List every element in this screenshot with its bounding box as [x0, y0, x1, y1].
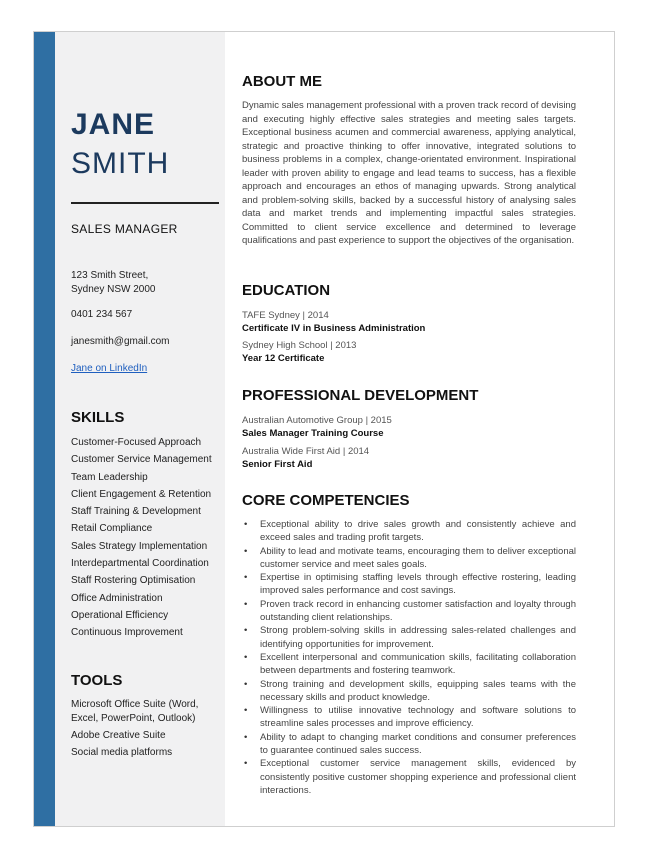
skill-item: Customer-Focused Approach [71, 437, 202, 448]
development-course: Senior First Aid [242, 459, 313, 470]
bullet-icon: • [244, 731, 248, 743]
tool-item: Adobe Creative Suite [71, 730, 166, 741]
development-heading: PROFESSIONAL DEVELOPMENT [242, 387, 479, 404]
competency-item [242, 678, 576, 705]
bullet-icon: • [244, 705, 248, 717]
bullet-icon: • [244, 758, 248, 770]
skills-list [71, 434, 212, 642]
resume-page [33, 31, 615, 827]
education-entry [242, 309, 425, 335]
email: janesmith@gmail.com [71, 336, 170, 347]
name-divider [71, 202, 219, 204]
education-qualification: Year 12 Certificate [242, 353, 325, 364]
competency-item [242, 571, 576, 598]
development-entry [242, 445, 369, 471]
about-text: Dynamic sales management professional with a proven track record of devising and executing highly effective sales strategies and meeting sales targets. Exceptional business acumen and commercial awareness, applying analytical, strategic and proactive thinking to offer innovative, integrated solutions to business problems in a complex, change-orientated environment. Inspirational leader with proven ability to engage and lead teams to success, has a flexible approach and encourages an ethos of managing upwards. Strong analytical and problem-solving skills, backed by a successful history of analysing sales data and market trends and implementing impactful sales strategies. Committed to client service excellence and determined to leverage qualifications and past experience to support the objectives of the organisation. [242, 100, 576, 246]
first-name: JANE [71, 108, 156, 141]
competency-text: Strong problem-solving skills in addressing sales-related challenges and identifying opportunities for improvement. [260, 625, 576, 650]
tool-item: Social media platforms [71, 747, 173, 758]
skill-item: Sales Strategy Implementation [71, 540, 208, 552]
competency-text: Proven track record in enhancing customer satisfaction and loyalty through outstanding client relationships. [260, 598, 576, 624]
development-provider: Australia Wide First Aid | 2014 [242, 446, 370, 457]
competency-text: Ability to lead and motivate teams, encouraging them to deliver exceptional customer service and meet sales goals. [260, 545, 576, 570]
linkedin-link[interactable]: Jane on LinkedIn [71, 363, 148, 374]
skill-item: Staff Rostering Optimisation [71, 575, 196, 587]
skill-item: Team Leadership [71, 471, 148, 483]
competency-item [242, 757, 576, 797]
competency-text: Willingness to utilise innovative technology and software solutions to streamline sales processes and improve efficiency. [260, 705, 576, 730]
bullet-icon: • [244, 678, 248, 690]
bullet-icon: • [244, 625, 248, 637]
bullet-icon: • [244, 572, 248, 584]
skill-item: Continuous Improvement [71, 627, 183, 639]
development-entry [242, 414, 392, 440]
competencies-heading: CORE COMPETENCIES [242, 492, 410, 509]
skill-item: Staff Training & Development [71, 506, 201, 518]
competency-item [242, 598, 576, 625]
competency-item [242, 704, 576, 731]
skill-item: Client Engagement & Retention [71, 488, 212, 500]
development-provider: Australian Automotive Group | 2015 [242, 415, 392, 426]
competency-item [242, 545, 576, 572]
development-course: Sales Manager Training Course [242, 428, 384, 439]
competency-text: Ability to adapt to changing market conditions and consumer preferences to guarantee continued sales success. [260, 731, 576, 757]
education-entry [242, 339, 356, 365]
job-title: SALES MANAGER [71, 222, 178, 236]
competency-text: Strong training and development skills, equipping sales teams with the necessary skills and product knowledge. [260, 678, 576, 703]
skill-item: Interdepartmental Coordination [71, 558, 209, 570]
skill-item: Operational Efficiency [71, 609, 169, 621]
bullet-icon: • [244, 519, 248, 530]
competencies-list [242, 518, 576, 797]
skill-item: Retail Compliance [71, 523, 153, 535]
skill-item: Customer Service Management [71, 454, 212, 466]
education-institution: TAFE Sydney | 2014 [242, 310, 329, 321]
competency-item [242, 624, 576, 651]
address-line-2: Sydney NSW 2000 [71, 284, 156, 295]
competency-item [242, 518, 576, 545]
competency-text: Expertise in optimising staffing levels through effective rostering, leading improved sales performance and cost savings. [260, 572, 576, 597]
tools-list [71, 698, 221, 763]
education-heading: EDUCATION [242, 282, 331, 299]
education-qualification: Certificate IV in Business Administration [242, 323, 426, 334]
phone: 0401 234 567 [71, 309, 133, 320]
bullet-icon: • [244, 545, 248, 557]
bullet-icon: • [244, 651, 248, 663]
competency-text: Exceptional ability to drive sales growth and consistently achieve and exceed sales and trading profit targets. [260, 519, 576, 544]
skill-item: Office Administration [71, 592, 163, 604]
tool-item: Microsoft Office Suite (Word, Excel, PowerPoint, Outlook) [71, 699, 199, 724]
accent-bar [34, 32, 55, 826]
address [71, 269, 156, 297]
competency-item [242, 731, 576, 758]
last-name: SMITH [71, 147, 170, 180]
address-line-1: 123 Smith Street, [71, 270, 149, 281]
competency-text: Excellent interpersonal and communication skills, facilitating collaboration between departments and fostering teamwork. [260, 651, 576, 677]
education-institution: Sydney High School | 2013 [242, 340, 357, 351]
tools-heading: TOOLS [71, 672, 123, 689]
competency-text: Exceptional customer service management skills, evidenced by consistently positive customer shopping experience and professional client interactions. [260, 758, 576, 796]
competency-item [242, 651, 576, 678]
about-heading: ABOUT ME [242, 73, 322, 90]
bullet-icon: • [244, 598, 248, 610]
skills-heading: SKILLS [71, 409, 125, 426]
